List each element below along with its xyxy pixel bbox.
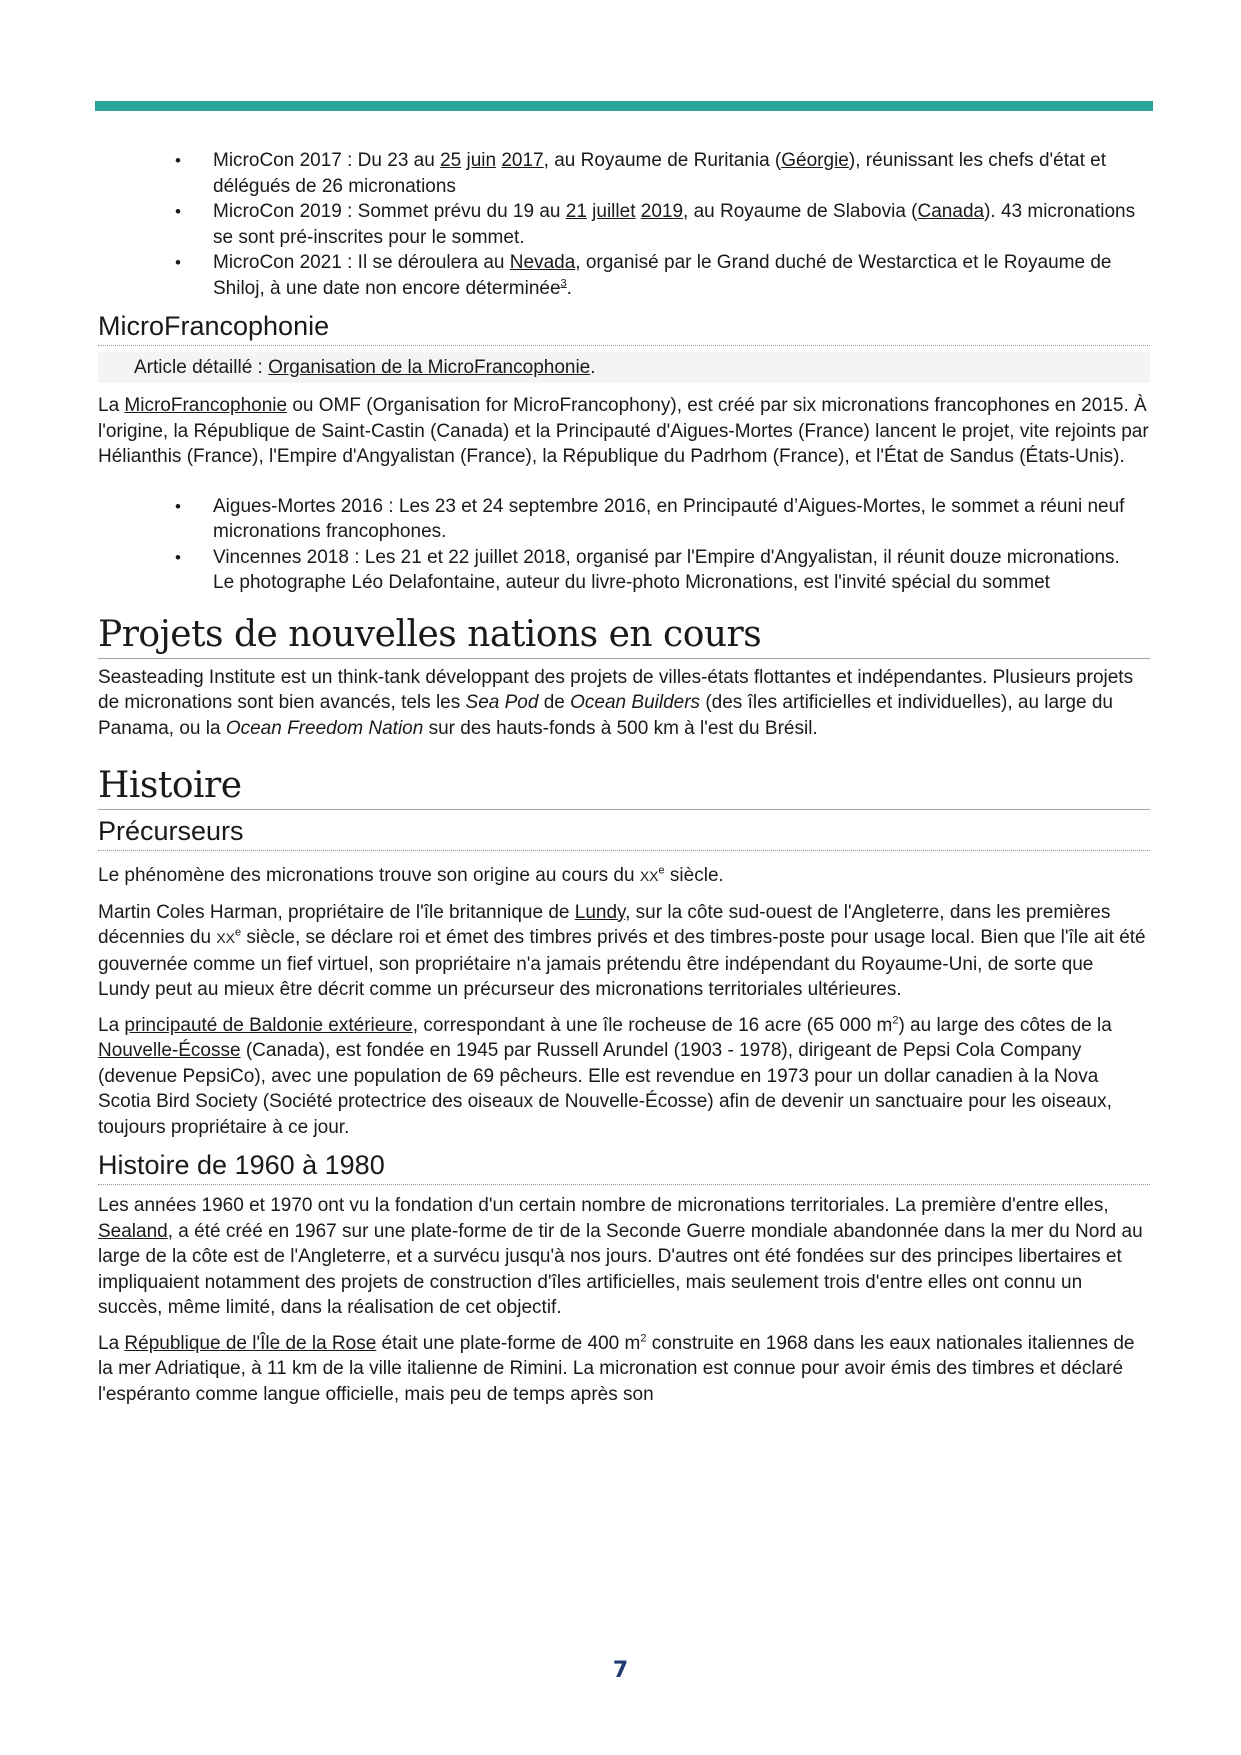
sealand-link[interactable]: Sealand	[98, 1220, 168, 1242]
microfrancophonie-link[interactable]: MicroFrancophonie	[124, 395, 288, 416]
link-month[interactable]: juillet	[592, 201, 636, 222]
list-item: • MicroCon 2021 : Il se déroulera au Nevada, organisé par le Grand duché de Westarctica et le Royaume de Shiloj, à une date non encore déterminée$^3$.	[98, 250, 1150, 301]
link-year[interactable]: 2017	[501, 150, 544, 171]
microcon-list	[98, 148, 1150, 301]
list-item: • Vincennes 2018 : Les 21 et 22 juillet 2018, organisé par l'Empire d'Angyalistan, il réunit douze micronations. Le photographe Léo Delafontaine, auteur du livre-photo Micronations, est l'invité spécial du sommet	[98, 545, 1150, 596]
link-month[interactable]: juin	[466, 150, 497, 171]
ile-de-la-rose-link[interactable]: République de l'Île de la Rose	[124, 1332, 377, 1354]
page-number: 7	[612, 1658, 629, 1683]
paragraph: La République de l'Île de la Rose était une plate-forme de 400 $m^2$ construite en 1968 dans les eaux nationales italiennes de la mer Adriatique, à 11 km de la ville italienne de Rimini. La micronation est connue pour avoir émis des timbres et déclaré l'espéranto comme langue officielle, mais peu de temps après son	[98, 1332, 1135, 1405]
link-place[interactable]: Géorgie	[781, 150, 849, 171]
footnote-link[interactable]: 3	[560, 277, 567, 290]
section-heading: Histoire	[98, 763, 1150, 810]
link-day[interactable]: 21	[565, 201, 587, 222]
subsection-heading: Précurseurs	[98, 814, 1150, 851]
paragraph: Seasteading Institute est un think-tank développant des projets de villes-états flottantes et indépendantes. Plusieurs projets de micronations sont bien avancés, tels les Sea Pod de Ocean Builders (des îles artificielles et individuelles), au large du Panama, ou la Ocean Freedom Nation sur des hauts-fonds à 500 km à l'est du Brésil.	[98, 666, 1134, 739]
paragraph: La principauté de Baldonie extérieure, correspondant à une île rocheuse de 16 acre (65 000 $m^2$) au large des côtes de la Nouvelle-Écosse (Canada), est fondée en 1945 par Russell Arundel (1903 - 1978), dirigeant de Pepsi Cola Company (devenue PepsiCo), avec une population de 69 pêcheurs. Elle est revendue en 1973 pour un dollar canadien à la Nova Scotia Bird Society (Société protectrice des oiseaux de Nouvelle-Écosse) afin de devenir un sanctuaire pour les oiseaux, toujours propriétaire à ce jour.	[98, 1014, 1112, 1138]
list-item: • MicroCon 2017 : Du 23 au 25 juin 2017, au Royaume de Ruritania (Géorgie), réunissant les chefs d'état et délégués de 26 micronations	[98, 148, 1150, 199]
nouvelle-ecosse-link[interactable]: Nouvelle-Écosse	[98, 1040, 241, 1061]
list-item: • MicroCon 2019 : Sommet prévu du 19 au 21 juillet 2019, au Royaume de Slabovia (Canada). 43 micronations se sont pré-inscrites pour le sommet.	[98, 199, 1150, 250]
summit-list	[98, 494, 1150, 596]
article-link[interactable]: Organisation de la MicroFrancophonie	[268, 357, 591, 378]
baldonie-link[interactable]: principauté de Baldonie extérieure	[124, 1014, 413, 1036]
section-heading: Projets de nouvelles nations en cours	[98, 612, 1150, 659]
link-place[interactable]: Canada	[917, 201, 985, 222]
paragraph: Les années 1960 et 1970 ont vu la fondation d'un certain nombre de micronations territoriales. La première d'entre elles, Sealand, a été créé en 1967 sur une plate-forme de tir de la Seconde Guerre mondiale abandonnée dans la mer du Nord au large de la côte est de l'Angleterre, et a survécu jusqu'à nos jours. D'autres ont été fondées sur des principes libertaires et impliquaient notamment des projets de construction d'îles artificielles, mais seulement trois d'entre elles ont connu un succès, même limité, dans la réalisation de cet objectif.	[98, 1195, 1143, 1318]
list-item: • Aigues-Mortes 2016 : Les 23 et 24 septembre 2016, en Principauté d’Aigues-Mortes, le sommet a réuni neuf micronations francophones.	[98, 494, 1150, 545]
link-year[interactable]: 2019	[640, 201, 684, 222]
document-body	[98, 148, 1150, 1407]
paragraph: La MicroFrancophonie ou OMF (Organisation for MicroFrancophony), est créé par six micronations francophones en 2015. À l'origine, la République de Saint-Castin (Canada) et la Principauté d'Aigues-Mortes (France) lancent le projet, vite rejoints par Hélianthis (France), l'Empire d'Angyalistan (France), la République du Padrhom (France), et l'État de Sandus (États-Unis).	[98, 395, 1149, 467]
lundy-link[interactable]: Lundy	[574, 901, 626, 923]
header-accent-bar	[95, 101, 1153, 111]
paragraph: Le phénomène des micronations trouve son origine au cours du XXe siècle.	[98, 864, 724, 886]
link-day[interactable]: 25	[440, 150, 462, 171]
link-place[interactable]: Nevada	[509, 252, 576, 273]
article-detail-box: Article détaillé : Organisation de la MicroFrancophonie.	[98, 352, 1150, 383]
subsection-heading: Histoire de 1960 à 1980	[98, 1148, 1150, 1185]
section-heading: MicroFrancophonie	[98, 309, 1150, 346]
paragraph: Martin Coles Harman, propriétaire de l'île britannique de Lundy, sur la côte sud-ouest de l'Angleterre, dans les premières décennies du XXe siècle, se déclare roi et émet des timbres privés et des timbres-poste pour usage local. Bien que l'île ait été gouvernée comme un fief virtuel, son propriétaire n'a jamais prétendu être indépendant du Royaume-Uni, de sorte que Lundy peut au mieux être décrit comme un précurseur des micronations territoriales ultérieures.	[98, 901, 1146, 1000]
